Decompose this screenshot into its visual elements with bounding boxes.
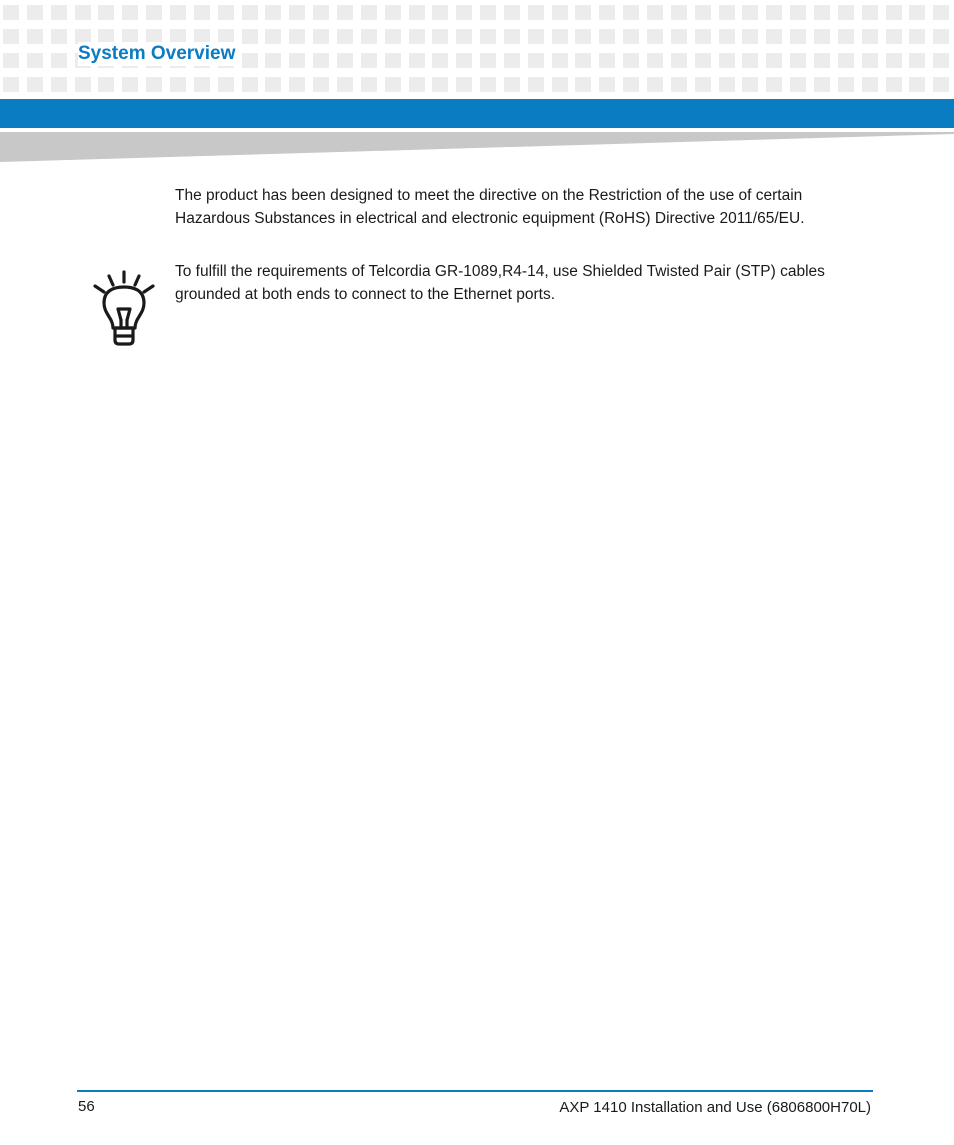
grid-cell [647,29,663,44]
grid-cell [814,53,830,68]
grid-cell [480,29,496,44]
grid-cell [528,53,544,68]
grid-cell [838,53,854,68]
grid-cell [575,29,591,44]
grid-cell [289,53,305,68]
grid-cell [337,53,353,68]
grid-cell [552,5,568,20]
grid-cell [909,5,925,20]
grid-cell [265,53,281,68]
grid-cell [242,53,258,68]
grid-cell [3,77,19,92]
grid-cell [671,5,687,20]
grid-cell [575,53,591,68]
grid-cell [385,53,401,68]
grid-cell [409,5,425,20]
grid-cell [766,29,782,44]
grid-cell [742,5,758,20]
grid-cell [623,5,639,20]
page-number: 56 [78,1098,95,1115]
grid-cell [909,77,925,92]
grid-cell [361,53,377,68]
grid-cell [647,53,663,68]
grid-cell [719,77,735,92]
grid-cell [146,77,162,92]
grid-cell [575,77,591,92]
grid-cell [552,29,568,44]
grid-cell [909,29,925,44]
grid-cell [742,77,758,92]
grid-cell [766,5,782,20]
grid-cell [552,53,568,68]
grid-cell [647,77,663,92]
section-title: System Overview [78,42,238,66]
grid-cell [862,29,878,44]
grid-cell [790,5,806,20]
header-blue-band [0,99,954,128]
grid-cell [790,77,806,92]
grid-cell [98,77,114,92]
grid-cell [27,77,43,92]
grid-cell [242,77,258,92]
grid-cell [766,77,782,92]
grid-cell [695,29,711,44]
grid-cell [51,77,67,92]
grid-cell [599,53,615,68]
grid-cell [933,77,949,92]
header-grey-wedge [0,132,954,162]
grid-cell [409,29,425,44]
tip-paragraph: To fulfill the requirements of Telcordia GR-1089,R4-14, use Shielded Twisted Pair (STP) cables grounded at both ends to connect to the Ethernet ports. [175,263,825,303]
grid-cell [289,77,305,92]
grid-cell [409,53,425,68]
grid-cell [886,5,902,20]
rohs-paragraph: The product has been designed to meet the directive on the Restriction of the use of certain Hazardous Substances in electrical and electronic equipment (RoHS) Directive 2011/65/EU. [175,187,805,227]
grid-cell [623,29,639,44]
grid-cell [742,53,758,68]
grid-cell [265,77,281,92]
grid-cell [432,29,448,44]
grid-cell [599,5,615,20]
grid-cell [528,77,544,92]
grid-cell [719,29,735,44]
grid-cell [75,77,91,92]
grid-cell [623,53,639,68]
grid-cell [814,77,830,92]
grid-cell [719,5,735,20]
grid-cell [671,53,687,68]
grid-cell [742,29,758,44]
grid-cell [838,77,854,92]
grid-cell [242,29,258,44]
grid-cell [170,77,186,92]
footer-rule [77,1090,873,1092]
grid-cell [337,5,353,20]
grid-cell [695,53,711,68]
grid-cell [385,77,401,92]
grid-cell [790,29,806,44]
grid-cell [265,29,281,44]
grid-cell [313,5,329,20]
grid-cell [504,5,520,20]
grid-cell [599,29,615,44]
grid-cell [218,77,234,92]
grid-cell [385,5,401,20]
grid-cell [242,5,258,20]
grid-cell [361,29,377,44]
grid-cell [886,53,902,68]
grid-cell [504,77,520,92]
document-title: AXP 1410 Installation and Use (6806800H70L) [559,1099,871,1116]
grid-cell [862,77,878,92]
grid-cell [3,5,19,20]
grid-cell [480,53,496,68]
grid-cell [289,29,305,44]
grid-cell [790,53,806,68]
grid-cell [313,77,329,92]
grid-cell [3,53,19,68]
grid-cell [361,77,377,92]
grid-cell [814,29,830,44]
grid-cell [933,5,949,20]
grid-cell [862,53,878,68]
grid-cell [3,29,19,44]
grid-cell [766,53,782,68]
grid-cell [51,5,67,20]
grid-cell [98,5,114,20]
grid-cell [456,77,472,92]
grid-cell [886,29,902,44]
grid-cell [575,5,591,20]
grid-cell [599,77,615,92]
grid-cell [51,53,67,68]
grid-cell [480,77,496,92]
grid-cell [623,77,639,92]
grid-cell [51,29,67,44]
grid-cell [337,29,353,44]
grid-cell [265,5,281,20]
grid-cell [289,5,305,20]
grid-cell [552,77,568,92]
grid-cell [337,77,353,92]
grid-cell [933,29,949,44]
grid-cell [385,29,401,44]
grid-cell [456,5,472,20]
grid-cell [313,29,329,44]
grid-cell [409,77,425,92]
grid-cell [504,29,520,44]
grid-cell [313,53,329,68]
grid-cell [719,53,735,68]
grid-cell [218,5,234,20]
grid-cell [480,5,496,20]
grid-cell [27,53,43,68]
grid-cell [456,29,472,44]
grid-cell [170,5,186,20]
grid-cell [27,5,43,20]
grid-cell [528,29,544,44]
grid-cell [933,53,949,68]
grid-cell [528,5,544,20]
grid-cell [432,5,448,20]
grid-cell [361,5,377,20]
grid-cell [814,5,830,20]
grid-cell [432,53,448,68]
grid-cell [456,53,472,68]
grid-cell [27,29,43,44]
grid-cell [695,5,711,20]
grid-cell [695,77,711,92]
grid-cell [504,53,520,68]
grid-cell [671,29,687,44]
grid-cell [671,77,687,92]
lightbulb-icon [92,270,156,350]
grid-cell [122,5,138,20]
grid-cell [146,5,162,20]
grid-cell [122,77,138,92]
grid-cell [432,77,448,92]
grid-cell [862,5,878,20]
grid-cell [194,77,210,92]
grid-cell [838,29,854,44]
grid-cell [75,5,91,20]
grid-cell [647,5,663,20]
grid-cell [838,5,854,20]
grid-cell [886,77,902,92]
grid-cell [909,53,925,68]
grid-cell [194,5,210,20]
